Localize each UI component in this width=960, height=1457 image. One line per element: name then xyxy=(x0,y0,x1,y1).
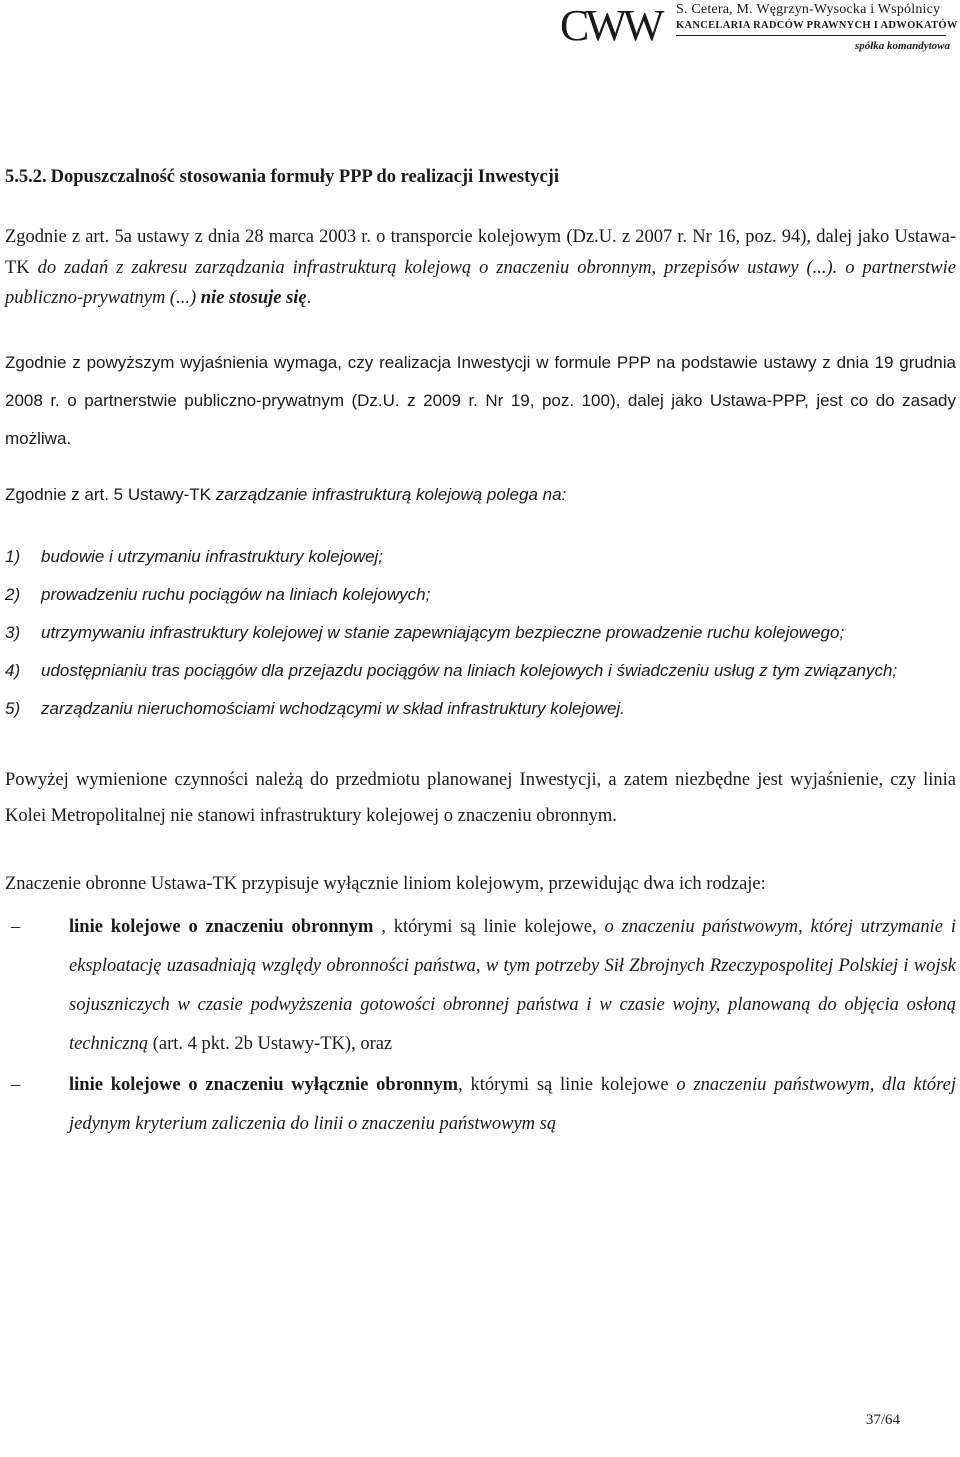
document-body xyxy=(5,162,956,1144)
list-item: 5) zarządzaniu nieruchomościami wchodzącymi w skład infrastruktury kolejowej. xyxy=(5,698,625,718)
firm-name: S. Cetera, M. Węgrzyn-Wysocka i Wspólnicy xyxy=(676,2,941,17)
header-rule xyxy=(676,35,946,36)
section-number: 5.5.2. xyxy=(5,167,47,187)
defense-lines-list xyxy=(5,908,956,1144)
list-item: 2) prowadzeniu ruchu pociągów na liniach kolejowych; xyxy=(5,584,431,604)
list-item: 4) udostępnianiu tras pociągów dla przejazdu pociągów na liniach kolejowych i świadczeniu usług z tym związanych; xyxy=(5,660,898,680)
list-item: 3) utrzymywaniu infrastruktury kolejowej w stanie zapewniającym bezpieczne prowadzenie ruchu kolejowego; xyxy=(5,622,845,642)
list-item: – linie kolejowe o znaczeniu wyłącznie obronnym, którymi są linie kolejowe o znaczeniu państwowym, dla której jedynym kryterium zaliczenia do linii o znaczeniu państwowym są xyxy=(11,1074,957,1134)
list-item: – linie kolejowe o znaczeniu obronnym , którymi są linie kolejowe, o znaczeniu państwowym, której utrzymanie i eksploatację uzasadniają względy obronności państwa, w tym potrzeby Sił Zbrojnych Rzeczypospolitej Polskiej i wojsk sojuszniczych w czasie podwyższenia gotowości obronnej państwa i w czasie wojny, planowaną do objęcia osłoną techniczną (art. 4 pkt. 2b Ustawy-TK), oraz xyxy=(11,916,957,1054)
page-number: 37/64 xyxy=(865,1412,900,1428)
paragraph-defense-meaning: Znaczenie obronne Ustawa-TK przypisuje wyłącznie liniom kolejowym, przewidując dwa ich rodzaje: xyxy=(5,873,766,894)
firm-type: KANCELARIA RADCÓW PRAWNYCH I ADWOKATÓW xyxy=(676,20,958,31)
cww-logo-icon xyxy=(560,2,672,46)
section-heading xyxy=(5,162,956,192)
section-title: Dopuszczalność stosowania formuły PPP do realizacji Inwestycji xyxy=(50,167,559,187)
firm-form: spółka komandytowa xyxy=(854,40,950,52)
management-tasks-list xyxy=(5,538,956,728)
paragraph-art-5a: Zgodnie z art. 5a ustawy z dnia 28 marca 2003 r. o transporcie kolejowym (Dz.U. z 2007 r. Nr 16, poz. 94), dalej jako Ustawa-TK do zadań z zakresu zarządzania infrastrukturą kolejową o znaczeniu obronnym, przepisów ustawy (...). o partnerstwie publiczno-prywatnym (...) nie stosuje się. xyxy=(5,227,956,308)
paragraph-art-5: Zgodnie z art. 5 Ustawy-TK zarządzanie infrastrukturą kolejową polega na: xyxy=(5,484,567,504)
paragraph-ppp-question: Zgodnie z powyższym wyjaśnienia wymaga, czy realizacja Inwestycji w formule PPP na podstawie ustawy z dnia 19 grudnia 2008 r. o partnerstwie publiczno-prywatnym (Dz.U. z 2009 r. Nr 19, poz. 100), dalej jako Ustawa-PPP, jest co do zasady możliwa. xyxy=(5,352,956,448)
letterhead xyxy=(560,0,960,60)
svg-text:CWW: CWW xyxy=(560,2,661,46)
paragraph-activities: Powyżej wymienione czynności należą do przedmiotu planowanej Inwestycji, a zatem niezbędne jest wyjaśnienie, czy linia Kolei Metropolitalnej nie stanowi infrastruktury kolejowej o znaczeniu obronnym. xyxy=(5,769,956,826)
list-item: 1) budowie i utrzymaniu infrastruktury kolejowej; xyxy=(5,546,384,566)
